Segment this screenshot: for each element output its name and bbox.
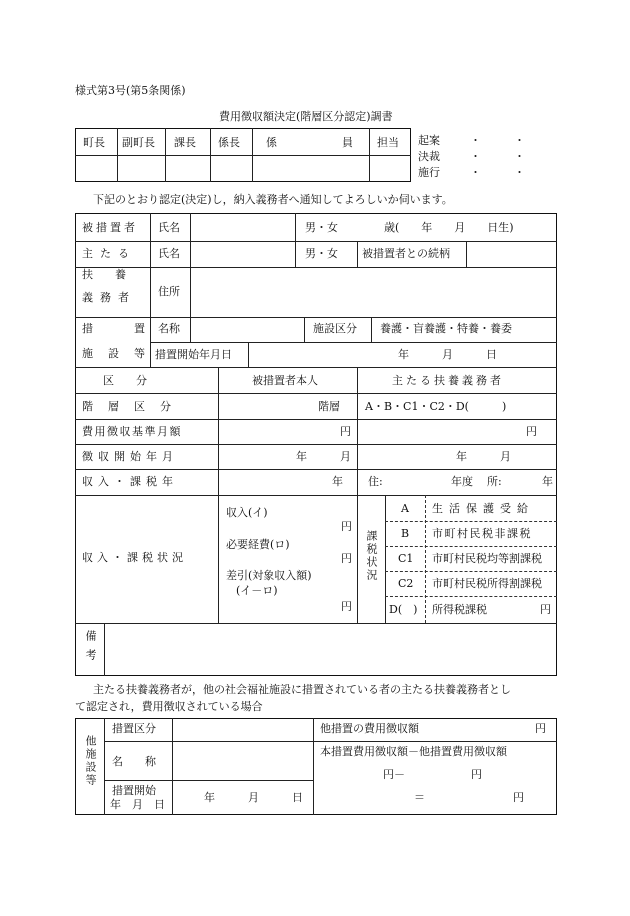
enforcement-date: ・ ・ [470,166,525,179]
grid-col-obligor: 主たる扶養義務者 [392,374,504,387]
row-tier-label: 階層区分 [82,400,186,413]
tax-code-c1: C1 [398,552,414,565]
other-calc-line-2: ＝ 円 [414,791,524,804]
facility-name-label: 名称 [158,322,180,335]
tax-status-label: 課税状況 [365,530,378,582]
other-category-label: 措置区分 [112,722,156,735]
diff-label-1: 差引(対象収入額) [226,569,312,582]
tax-desc-c2: 市町村民税所得割課税 [432,577,542,590]
decision-date: ・ ・ [470,150,525,163]
diff-yen: 円 [341,600,352,613]
facility-category-options: 養護・盲養護・特養・養委 [380,322,512,335]
target-person-label: 被措置者 [82,221,138,234]
approval-col-deputy-mayor: 副町長 [122,136,155,149]
obligor-gender: 男・女 [305,247,338,260]
approval-col-staff-1: 係 [266,136,277,149]
obligor-address-label: 住所 [158,285,180,298]
tax-desc-b: 市町村民税非課税 [432,527,532,540]
target-name-label: 氏名 [158,221,180,234]
row-tier-person: 階層 [318,400,340,413]
row-start-month-label: 徴収開始年月 [82,450,178,463]
obligor-label-3: 義務者 [82,291,136,304]
enforcement-label: 施行 [418,166,440,179]
other-start-label-2: 年 月 日 [110,798,165,811]
row-base-amount-obligor: 円 [526,425,537,438]
obligor-relation-label: 被措置者との続柄 [362,247,450,260]
other-fee-label: 他措置の費用徴収額 [320,722,419,735]
row-tax-year-label: 収入・課税年 [82,475,178,488]
other-start-label-1: 措置開始 [112,784,156,797]
decision-label: 決裁 [418,150,440,163]
tax-desc-d: 所得税課税 [432,603,487,616]
note-line-2: て認定され，費用徴収されている場合 [75,700,263,713]
intro-text: 下記のとおり認定(決定)し，納入義務者へ通知してよろしいか伺います。 [93,193,453,206]
obligor-label-2: 扶 養 [82,268,126,281]
facility-label-1: 措 置 [82,322,160,335]
row-start-month-obligor: 年 月 [456,450,511,463]
income-a-label: 収入(イ) [226,506,268,519]
other-start-value: 年 月 日 [204,791,303,804]
draft-date: ・ ・ [470,134,525,147]
other-calc-label: 本措置費用徴収額－他措置費用徴収額 [320,745,507,758]
form-title: 費用徴収額決定(階層区分認定)調書 [219,110,393,123]
grid-col-category: 区 分 [103,374,147,387]
row-tax-year-place: 所: [487,475,502,488]
approval-col-section-chief: 課長 [174,136,196,149]
row-base-amount-person: 円 [340,425,351,438]
target-age-birth: 歳( 年 月 日生) [384,221,514,234]
note-line-1: 主たる扶養義務者が，他の社会福祉施設に措置されている者の主たる扶養義務者とし [93,683,511,696]
obligor-name-label: 氏名 [158,247,180,260]
tax-desc-c1: 市町村民税均等割課税 [432,552,542,565]
tax-d-yen: 円 [540,603,551,616]
tax-code-b: B [401,527,410,540]
tax-code-a: A [401,502,409,515]
other-calc-line-1: 円－ 円 [383,768,482,781]
other-name-label: 名 称 [112,755,156,768]
row-tier-obligor: A・B・C1・C2・D( ) [365,400,507,413]
facility-category-label: 施設区分 [313,322,357,335]
diff-label-2: (イ－ロ) [236,584,278,597]
other-facility-label: 他施設等 [84,735,97,787]
facility-label-2: 施設等 [82,347,160,360]
draft-label: 起案 [418,134,440,147]
tax-code-d: D( ) [389,603,418,616]
income-status-label: 収入・課税状況 [82,551,187,564]
placement-start-label: 措置開始年月日 [155,348,232,361]
income-a-yen: 円 [341,520,352,533]
approval-col-subsection-chief: 係長 [218,136,240,149]
expense-b-yen: 円 [341,552,352,565]
approval-col-in-charge: 担当 [377,136,399,149]
approval-col-staff-2: 員 [342,136,353,149]
expense-b-label: 必要経費(ロ) [226,538,290,551]
grid-col-person: 被措置者本人 [252,374,318,387]
row-start-month-person: 年 月 [296,450,351,463]
target-gender: 男・女 [305,221,338,234]
form-number: 様式第3号(第5条関係) [75,84,186,97]
remarks-label: 備考 [84,630,97,668]
approval-col-mayor: 町長 [83,136,105,149]
row-tax-year-address: 住: [368,475,383,488]
tax-desc-a: 生活保護受給 [432,502,534,515]
row-base-amount-label: 費用徴収基準月額 [82,425,182,438]
row-tax-year-person: 年 [332,475,343,488]
tax-code-c2: C2 [398,577,414,590]
placement-start-value: 年 月 日 [398,348,497,361]
row-tax-year-end: 年 [542,475,553,488]
obligor-label-1: 主たる [82,247,136,260]
row-tax-year-fiscal: 年度 [451,475,473,488]
other-fee-yen: 円 [535,722,546,735]
